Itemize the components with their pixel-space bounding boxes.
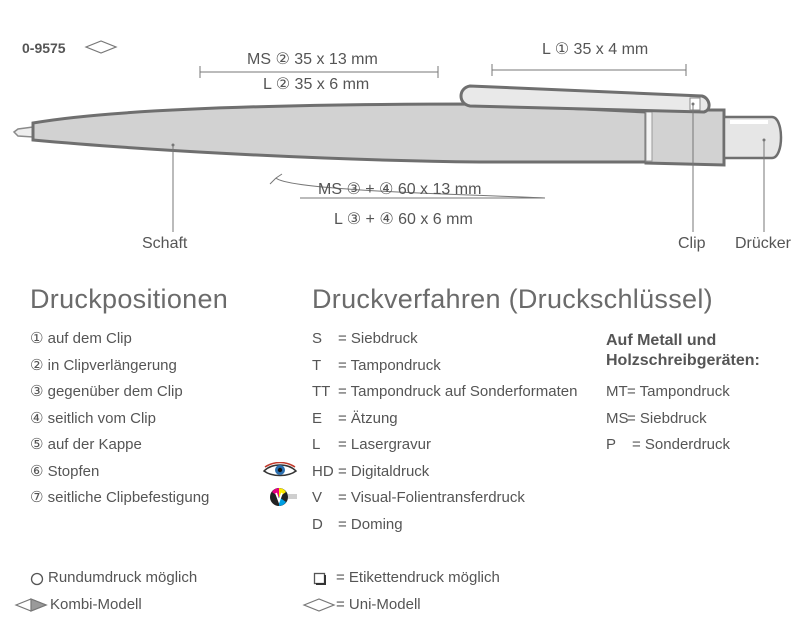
methods-title: Druckverfahren (Druckschlüssel): [312, 284, 713, 314]
metal-title-line2: Holzschreibgeräten:: [606, 352, 760, 369]
pen-clip: [461, 86, 709, 112]
dimension-l2: L ② 35 x 6 mm: [263, 76, 370, 93]
label-druecker: Drücker: [735, 235, 792, 252]
metal-title-line1: Auf Metall und: [606, 332, 717, 349]
method-label: = Lasergravur: [338, 436, 431, 453]
visual-logo-icon: [268, 486, 298, 508]
dimension-l34: L ③ + ④ 60 x 6 mm: [334, 211, 473, 228]
position-item: ⑦ seitliche Clipbefestigung: [30, 489, 210, 506]
metal-label: = Tampondruck: [627, 383, 730, 400]
eye-icon: [262, 462, 298, 480]
metal-code: P: [606, 436, 617, 453]
position-item: ③ gegenüber dem Clip: [30, 383, 183, 400]
diamond-outline-icon: [302, 598, 336, 612]
method-label: = Visual-Folientransferdruck: [338, 489, 525, 506]
dimension-ms34: MS ③ + ④ 60 x 13 mm: [318, 181, 482, 198]
method-label: = Doming: [338, 515, 403, 533]
legend-uni: = Uni-Modell: [336, 596, 421, 613]
method-code: D: [312, 515, 323, 533]
method-code: L: [312, 436, 321, 453]
circle-outline-icon: [30, 572, 44, 586]
position-item: ④ seitlich vom Clip: [30, 409, 156, 427]
positions-list: [30, 326, 209, 512]
legend-rundum: Rundumdruck möglich: [48, 569, 198, 586]
method-code: HD: [312, 462, 334, 480]
chrome-band: [646, 112, 652, 161]
metal-label: = Sonderdruck: [632, 436, 730, 453]
legend-etikett: = Etikettendruck möglich: [336, 569, 500, 586]
position-item: ② in Clipverlängerung: [30, 356, 177, 374]
method-label: = Siebdruck: [338, 330, 418, 347]
method-label: = Tampondruck: [338, 356, 441, 374]
legend-kombi: Kombi-Modell: [50, 596, 142, 613]
label-schaft: Schaft: [142, 235, 188, 252]
methods-list: [312, 326, 577, 538]
metal-label: = Siebdruck: [627, 409, 707, 427]
method-code: V: [312, 489, 323, 506]
dimension-l1: L ① 35 x 4 mm: [542, 41, 649, 58]
label-clip: Clip: [678, 235, 706, 252]
diamond-half-filled-icon: [14, 598, 48, 612]
metal-code: MS: [606, 409, 629, 427]
pen-barrel: [33, 104, 646, 162]
method-code: E: [312, 409, 323, 427]
article-number: 0-9575: [22, 40, 66, 56]
dimension-ms2: MS ② 35 x 13 mm: [247, 51, 378, 68]
square-corner-icon: [313, 572, 327, 586]
method-code: T: [312, 356, 322, 374]
method-label: = Ätzung: [338, 409, 398, 427]
method-code: TT: [312, 383, 331, 400]
pen-rear: [646, 110, 724, 165]
positions-title: Druckpositionen: [30, 284, 229, 314]
position-item: ⑤ auf der Kappe: [30, 436, 142, 453]
position-item: ⑥ Stopfen: [30, 462, 100, 480]
metal-list: [606, 379, 730, 459]
metal-code: MT: [606, 383, 628, 400]
method-label: = Digitaldruck: [338, 462, 430, 480]
pen-tip: [14, 127, 33, 137]
diamond-outline-icon: [84, 40, 118, 54]
method-code: S: [312, 330, 323, 347]
position-item: ① auf dem Clip: [30, 330, 132, 347]
method-label: = Tampondruck auf Sonderformaten: [338, 383, 578, 400]
